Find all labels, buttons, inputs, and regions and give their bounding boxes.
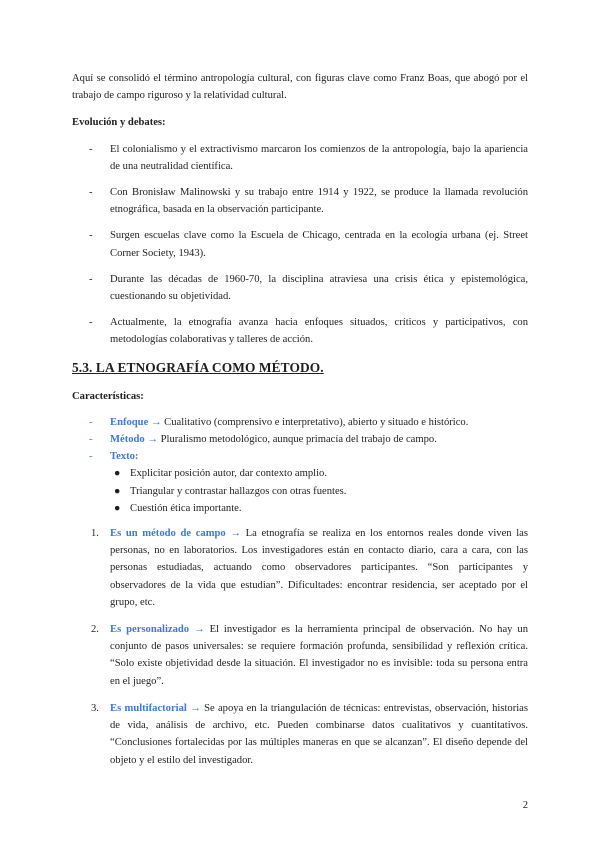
arrow-icon: → — [147, 434, 158, 446]
texto-label: Texto: — [110, 451, 139, 463]
list-item: - Actualmente, la etnografía avanza hacia enfoques situados, críticos y participativos, con metodologías colaborativas y talleres de acción. — [89, 317, 528, 346]
caracteristicas-heading: Características: — [72, 390, 144, 402]
list-item: 3. Es multifactorial → Se apoya en la triangulación de técnicas: entrevistas, observación, historias de vida, análisis de archivo, etc. Pueden combinarse datos cualitativos y cuantitativos. “Conclusiones fortalecidas por las múltiples maneras en que se alcanzan”. El diseño depende del objeto y el estilo del investigador. — [91, 702, 528, 766]
metodo-label: Método — [110, 434, 145, 446]
list-item: ● Triangular y contrastar hallazgos con otras fuentes. — [110, 483, 528, 500]
list-item: - Enfoque → Cualitativo (comprensivo e interpretativo), abierto y situado e histórico. — [89, 416, 469, 428]
numbered-list — [72, 525, 528, 769]
list-item: 2. Es personalizado → El investigador es la herramienta principal de observación. No hay un conjunto de pasos universales: se requiere formación profunda, sensibilidad y reflexión crítica. “Solo existe objetividad desde la situación. El investigador no es invisible: toda su persona entra en el juego”. — [91, 624, 528, 687]
list-item: - Durante las décadas de 1960-70, la disciplina atraviesa una crisis ética y epistemológica, cuestionando su objetividad. — [89, 273, 528, 303]
page-number: 2 — [522, 800, 528, 811]
list-item: ● Explicitar posición autor, dar contexto amplio. — [110, 465, 528, 482]
list-item: - El colonialismo y el extractivismo marcaron los comienzos de la antropología, bajo la apariencia de una neutralidad científica. — [89, 143, 528, 172]
section-title: 5.3. LA ETNOGRAFÍA COMO MÉTODO. — [72, 359, 324, 375]
bullet-icon: ● — [114, 502, 121, 514]
caracteristicas-list — [72, 414, 528, 466]
texto-bullets — [72, 465, 528, 517]
arrow-icon: → — [194, 624, 205, 636]
list-item: - Texto: — [89, 451, 139, 463]
list-item: 1. Es un método de campo → La etnografía se realiza en los entornos reales donde viven las personas, no en laboratorios. Los investigadores están en contacto diario, cara a cara, con las personas estudiadas, actuando como observadores participantes. “Son participantes y observadores de la vida que estudian”. Dificultades: encontrar residencia, ser aceptado por el grupo, etc. — [91, 528, 528, 608]
numbered-label: Es personalizado — [110, 624, 190, 636]
arrow-icon: → — [190, 702, 201, 714]
arrow-icon: → — [230, 528, 241, 540]
intro-paragraph: Aquí se consolidó el término antropología cultural, con figuras clave como Franz Boas, que abogó por el trabajo de campo riguroso y la relatividad cultural. — [72, 73, 528, 102]
bullet-icon: ● — [114, 468, 121, 480]
arrow-icon: → — [150, 416, 162, 428]
bullet-icon: ● — [114, 485, 121, 497]
evolucion-heading: Evolución y debates: — [72, 117, 166, 129]
numbered-label: Es multifactorial — [110, 702, 187, 714]
page-content — [72, 70, 528, 779]
list-item: - Método → Pluralismo metodológico, aunque primacía del trabajo de campo. — [89, 434, 437, 446]
enfoque-label: Enfoque — [110, 416, 149, 428]
list-item: - Con Bronisław Malinowski y su trabajo entre 1914 y 1922, se produce la llamada revolución etnográfica, basada en la observación participante. — [89, 187, 528, 216]
list-item: - Surgen escuelas clave como la Escuela de Chicago, centrada en la ecología urbana (ej. Street Corner Society, 1943). — [89, 230, 528, 259]
list-item: ● Cuestión ética importante. — [110, 500, 528, 517]
evolucion-list — [72, 141, 528, 349]
numbered-label: Es un método de campo — [110, 528, 226, 540]
